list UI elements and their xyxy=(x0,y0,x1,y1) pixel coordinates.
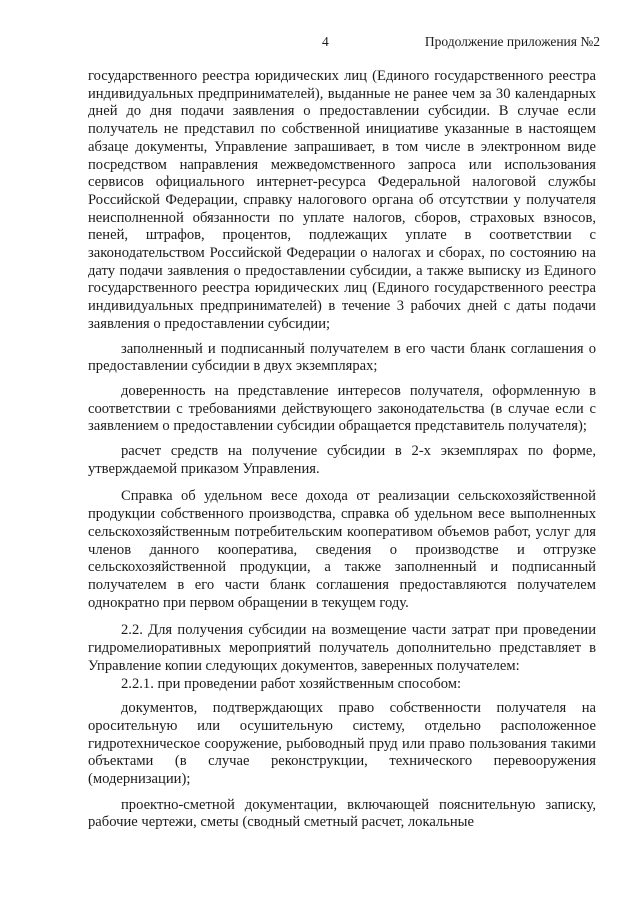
page-header xyxy=(0,34,640,52)
document-body xyxy=(88,68,596,832)
paragraph-section-2-2-1: 2.2.1. при проведении работ хозяйственным способом: xyxy=(121,675,462,692)
paragraph-section-2-2: 2.2. Для получения субсидии на возмещение части затрат при проведении гидромелиоративных мероприятий получатель дополнительно представляет в Управление копии следующих документов, заверенных получателем: xyxy=(88,622,596,674)
paragraph-agreement-form: заполненный и подписанный получателем в его части бланк соглашения о предоставлении субсидии в двух экземплярах; xyxy=(88,340,596,375)
paragraph-design-estimate-documents: проектно-сметной документации, включающей пояснительную записку, рабочие чертежи, сметы (сводный сметный расчет, локальные xyxy=(88,796,596,831)
paragraph-ownership-documents: документов, подтверждающих право собственности получателя на оросительную или осушительную систему, отдельно расположенное гидротехническое сооружение, рыбоводный пруд или право пользования такими объектами (в случае реконструкции, технического перевооружения (модернизации); xyxy=(88,700,596,788)
paragraph-subsidy-calculation: расчет средств на получение субсидии в 2-х экземплярах по форме, утверждаемой приказом Управления. xyxy=(88,443,596,477)
appendix-continuation-label: Продолжение приложения №2 xyxy=(424,34,600,49)
paragraph-registry-extract: государственного реестра юридических лиц (Единого государственного реестра индивидуальных предпринимателей), выданные не ранее чем за 30 календарных дней до дня подачи заявления о предоставлении субсидии. В случае если получатель не представил по собственной инициативе указанные в настоящем абзаце документы, Управление запрашивает, в том числе в электронном виде посредством направления межведомственного запроса или использования сервисов официального интернет-ресурса Федеральной налоговой службы Российской Федерации, справку налогового органа об отсутствии у получателя неисполненной обязанности по уплате налогов, сборов, страховых взносов, пеней, штрафов, процентов, подлежащих уплате в соответствии с законодательством Российской Федерации о налогах и сборах, по состоянию на дату подачи заявления о предоставлении субсидии, а также выписку из Единого государственного реестра юридических лиц (Единого государственного реестра индивидуальных предпринимателей) в течение 3 рабочих дней с даты подачи заявления о предоставлении субсидии; xyxy=(88,68,596,332)
paragraph-income-share-certificate: Справка об удельном весе дохода от реализации сельскохозяйственной продукции собственного производства, справка об удельном весе выполненных сельскохозяйственным потребительским кооперативом объемов работ, услуг для членов данного кооператива, сведения о производстве и отгрузке сельскохозяйственной продукции, а также заполненный и подписанный получателем в его части бланк соглашения предоставляются получателем однократно при первом обращении в текущем году. xyxy=(88,488,596,611)
paragraph-power-of-attorney: доверенность на представление интересов получателя, оформленную в соответствии с требованиями действующего законодательства (в случае если с заявлением о предоставлении субсидии обращается представитель получателя); xyxy=(88,382,596,435)
page-number: 4 xyxy=(322,34,329,49)
